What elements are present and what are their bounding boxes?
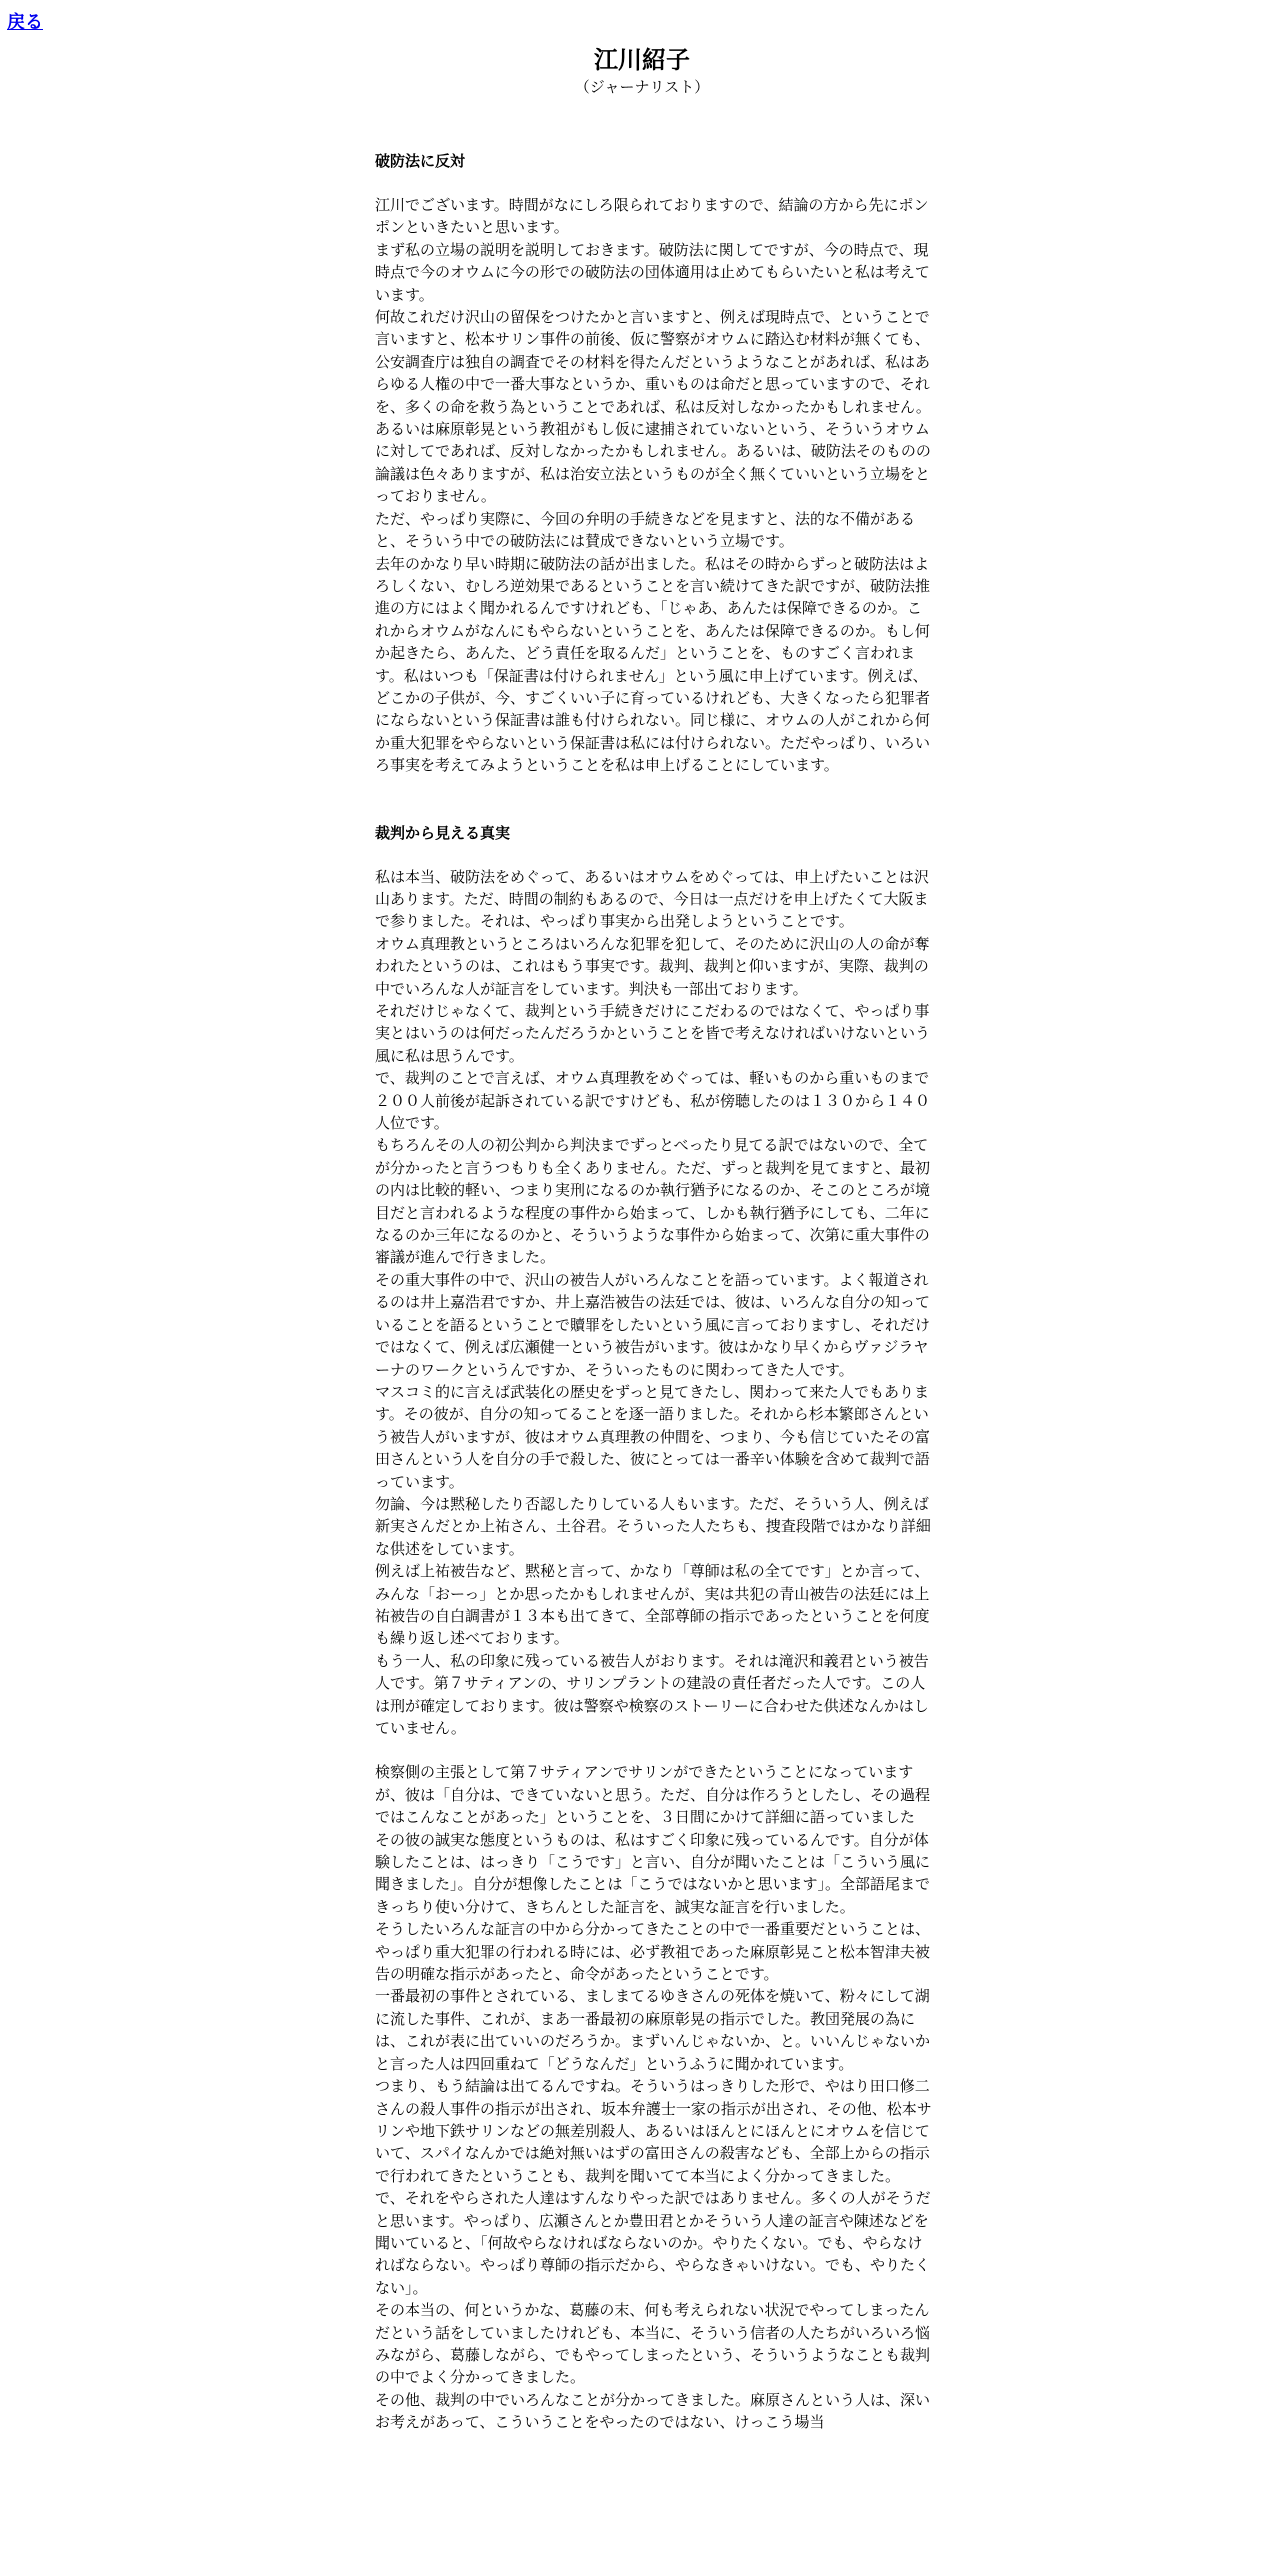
author-name: 江川紹子 — [594, 46, 690, 74]
paragraph: 例えば上祐被告など、黙秘と言って、かなり「尊師は私の全てです」とか言って、みんな「おーっ」とか思ったかもしれませんが、実は共犯の青山被告の法廷には上祐被告の自白調書が１３本も出てきて、全部尊師の指示であったということを何度も繰り返し述べております。 — [375, 1562, 930, 1648]
paragraph: オウム真理教というところはいろんな犯罪を犯して、そのために沢山の人の命が奪われたというのは、これはもう事実です。裁判、裁判と仰いますが、実際、裁判の中でいろんな人が証言をしています。判決も一部出ております。 — [375, 934, 930, 998]
author-role: （ジャーナリスト） — [574, 78, 710, 96]
paragraph: で、それをやらされた人達はすんなりやった訳ではありません。多くの人がそうだと思います。やっぱり、広瀬さんとか豊田君とかそういう人達の証言や陳述などを聞いていると、「何故やらなければならないのか。やりたくない。でも、やらなければならない。やっぱり尊師の指示だから、やらなきゃいけない。でも、やりたくない」。 — [375, 2189, 931, 2297]
page-header — [0, 44, 1284, 98]
paragraph: 何故これだけ沢山の留保をつけたかと言いますと、例えば現時点で、ということで言いますと、松本サリン事件の前後、仮に警察がオウムに踏込む材料が無くても、公安調査庁は独自の調査でその材料を得たんだというようなことがあれば、私はあらゆる人権の中で一番大事なというか、重いものは命だと思っていますので、それを、多くの命を救う為ということであれば、私は反対しなかったかもしれません。あるいは麻原彰晃という教祖がもし仮に逮捕されていないという、そういうオウムに対してであれば、反対しなかったかもしれません。あるいは、破防法そのものの論議は色々ありますが、私は治安立法というものが全く無くていいという立場をとっておりません。 — [375, 308, 931, 506]
paragraph: まず私の立場の説明を説明しておきます。破防法に関してですが、今の時点で、現時点で今のオウムに今の形での破防法の団体適用は止めてもらいたいと私は考えています。 — [375, 240, 930, 304]
paragraph: その他、裁判の中でいろんなことが分かってきました。麻原さんという人は、深いお考えがあって、こういうことをやったのではない、けっこう場当 — [375, 2390, 931, 2432]
paragraph: ただ、やっぱり実際に、今回の弁明の手続きなどを見ますと、法的な不備があると、そういう中での破防法には賛成できないという立場です。 — [375, 509, 916, 551]
paragraph: 勿論、今は黙秘したり否認したりしている人もいます。ただ、そういう人、例えば新実さんだとか上祐さん、土谷君。そういった人たちも、捜査段階ではかなり詳細な供述をしています。 — [375, 1494, 931, 1558]
main-content — [375, 150, 935, 2434]
paragraph: それだけじゃなくて、裁判という手続きだけにこだわるのではなくて、やっぱり事実とはいうのは何だったんだろうかということを皆で考えなければいけないという風に私は思うんです。 — [375, 1002, 931, 1065]
paragraph: で、裁判のことで言えば、オウム真理教をめぐっては、軽いものから重いものまで２００人前後が起訴されている訳ですけども、私が傍聴したのは１３０から１４０人位です。 — [375, 1069, 931, 1133]
section-title: 破防法に反対 — [375, 152, 466, 170]
paragraph: 一番最初の事件とされている、ましまてるゆきさんの死体を焼いて、粉々にして湖に流した事件、これが、まあ一番最初の麻原彰晃の指示でした。教団発展の為には、これが表に出ていいのだろうか。まずいんじゃないか、と。いいんじゃないかと言った人は四回重ねて「どうなんだ」というふうに聞かれています。 — [375, 1987, 931, 2073]
paragraph: もう一人、私の印象に残っている被告人がおります。それは滝沢和義君という被告人です。第７サティアンの、サリンプラントの建設の責任者だった人です。この人は刑が確定しております。彼は警察や検察のストーリーに合わせた供述なんかはしていません。 — [375, 1651, 929, 1737]
paragraph: その彼の誠実な態度というものは、私はすごく印象に残っているんです。自分が体験したことは、はっきり「こうです」と言い、自分が聞いたことは「こういう風に聞きました」。自分が想像したことは「こうではないかと思います」。全部語尾まできっちり使い分けて、きちんとした証言を、誠実な証言を行いました。 — [375, 1830, 931, 1916]
paragraph: 検察側の主張として第７サティアンでサリンができたということになっていますが、彼は「自分は、できていないと思う。ただ、自分は作ろうとしたし、その過程ではこんなことがあった」ということを、３日間にかけて詳細に語っていました — [375, 1763, 931, 1827]
section-title: 裁判から見える真実 — [375, 823, 511, 842]
paragraph: その重大事件の中で、沢山の被告人がいろんなことを語っています。よく報道されるのは井上嘉浩君ですか、井上嘉浩被告の法廷では、彼は、いろんな自分の知っていることを語るということで贖罪をしたいという風に言っておりますし、それだけではなくて、例えば広瀬健一という被告がいます。彼はかなり早くからヴァジラヤーナのワークというんですか、そういったものに関わってきた人です。 — [375, 1270, 931, 1379]
back-link[interactable]: 戻る — [7, 12, 43, 33]
paragraph: つまり、もう結論は出てるんですね。そういうはっきりした形で、やはり田口修二さんの殺人事件の指示が出され、坂本弁護士一家の指示が出され、その他、松本サリンや地下鉄サリンなどの無差別殺人、あるいはほんとにほんとにオウムを信じていて、スパイなんかでは絶対無いはずの富田さんの殺害なども、全部上からの指示で行われてきたということも、裁判を聞いてて本当によく分かってきました。 — [375, 2077, 932, 2185]
paragraph: その本当の、何というかな、葛藤の末、何も考えられない状況でやってしまったんだという話をしていましたけれども、本当に、そういう信者の人たちがいろいろ悩みながら、葛藤しながら、でもやってしまったという、そういうようなことも裁判の中でよく分かってきました。 — [375, 2301, 931, 2387]
paragraph: 江川でございます。時間がなにしろ限られておりますので、結論の方から先にポンポンといきたいと思います。 — [375, 196, 929, 237]
paragraph: もちろんその人の初公判から判決までずっとべったり見てる訳ではないので、全てが分かったと言うつもりも全くありません。ただ、ずっと裁判を見てますと、最初の内は比較的軽い、つまり実刑になるのか執行猶予になるのか、そこのところが境目だと言われるような程度の事件から始まって、しかも執行猶予にしても、二年になるのか三年になるのかと、そういうような事件から始まって、次第に重大事件の審議が進んで行きました。 — [375, 1136, 931, 1267]
paragraph: 私は本当、破防法をめぐって、あるいはオウムをめぐっては、申上げたいことは沢山あります。ただ、時間の制約もあるので、今日は一点だけを申上げたくて大阪まで参りました。それは、やっぱり事実から出発しようということです。 — [375, 867, 929, 931]
paragraph: そうしたいろんな証言の中から分かってきたことの中で一番重要だということは、やっぱり重大犯罪の行われる時には、必ず教祖であった麻原彰晃こと松本智津夫被告の明確な指示があったと、命令があったということです。 — [375, 1920, 931, 1984]
paragraph: マスコミ的に言えば武装化の歴史をずっと見てきたし、関わって来た人でもあります。その彼が、自分の知ってることを逐一語りました。それから杉本繁郎さんという被告人がいますが、彼はオウム真理教の仲間を、つまり、今も信じていたその富田さんという人を自分の手で殺した、彼にとっては一番辛い体験を含めて裁判で語っています。 — [375, 1382, 930, 1491]
paragraph: 去年のかなり早い時期に破防法の話が出ました。私はその時からずっと破防法はよろしくない、むしろ逆効果であるということを言い続けてきた訳ですが、破防法推進の方にはよく聞かれるんですけれども、「じゃあ、あんたは保障できるのか。これからオウムがなんにもやらないということを、あんたは保障できるのか。もし何か起きたら、あんた、どう責任を取るんだ」ということを、ものすごく言われます。私はいつも「保証書は付けられません」という風に申上げています。例えば、どこかの子供が、今、すごくいい子に育っているけれども、大きくなったら犯罪者にならないという保証書は誰も付けられない。同じ様に、オウムの人がこれから何か重大犯罪をやらないという保証書は私には付けられない。ただやっぱり、いろいろ事実を考えてみようということを私は申上げることにしています。 — [375, 554, 931, 775]
